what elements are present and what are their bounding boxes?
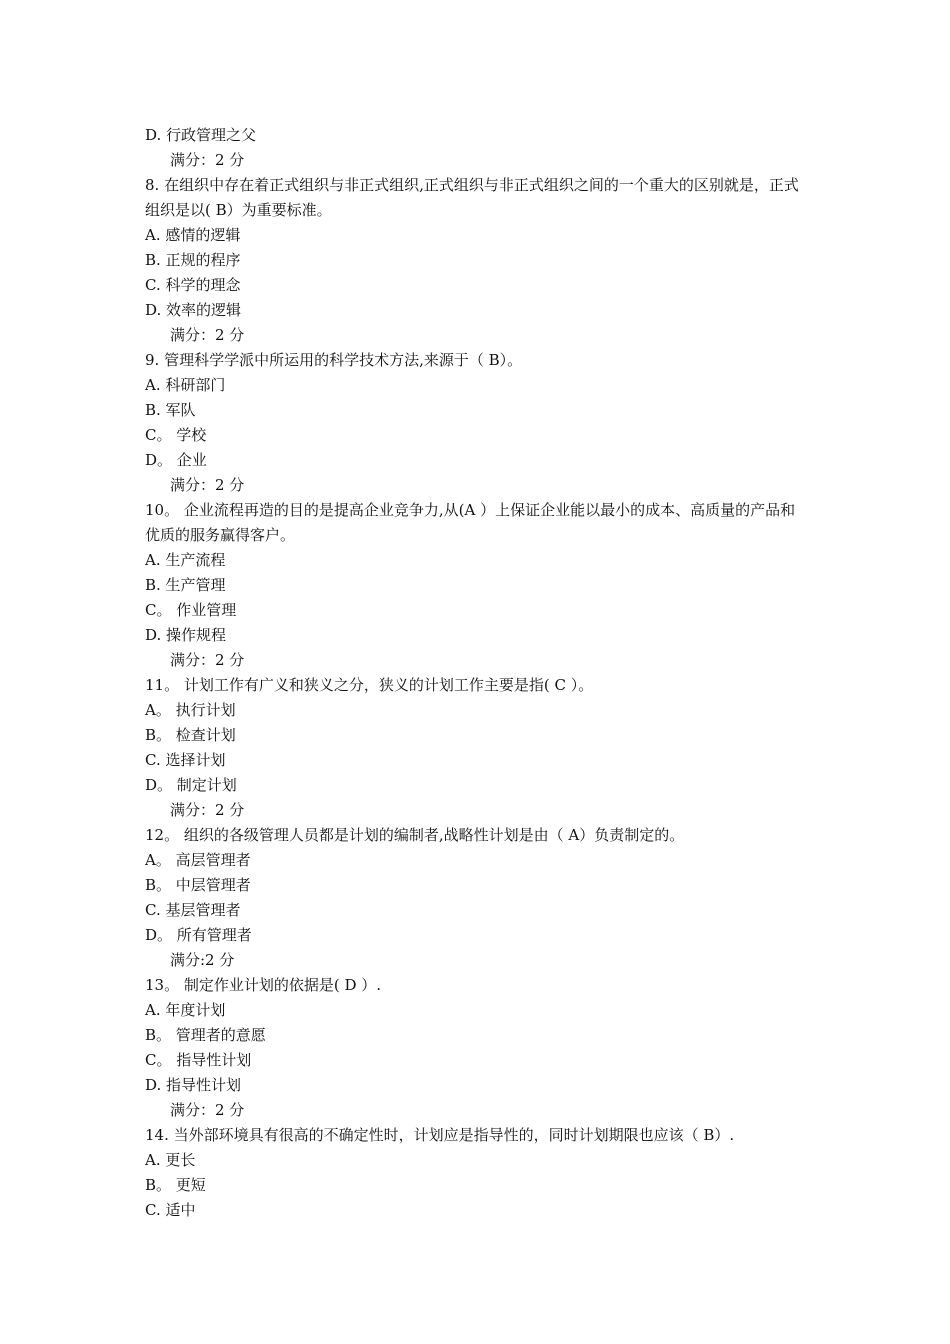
option-line: C. 选择计划 <box>145 751 226 769</box>
question-line: 12。 组织的各级管理人员都是计划的编制者,战略性计划是由（ A）负责制定的。 <box>145 826 685 844</box>
option-line: B. 军队 <box>145 401 196 419</box>
question-line: 11。 计划工作有广义和狭义之分，狭义的计划工作主要是指( C ）。 <box>145 676 594 694</box>
score-line: 满分：2 分 <box>170 801 245 819</box>
option-line: A。 执行计划 <box>145 701 236 719</box>
option-line: B。 管理者的意愿 <box>145 1026 266 1044</box>
question-line: 8. 在组织中存在着正式组织与非正式组织,正式组织与非正式组织之间的一个重大的区别就是，正式组织是以( B）为重要标准。 <box>145 176 799 219</box>
option-line: B. 正规的程序 <box>145 251 241 269</box>
document-body <box>145 123 810 1223</box>
score-line: 满分:2 分 <box>170 951 235 969</box>
option-line: C。 指导性计划 <box>145 1051 252 1069</box>
option-line: C. 基层管理者 <box>145 901 241 919</box>
option-line: B。 更短 <box>145 1176 206 1194</box>
option-line: C。 作业管理 <box>145 601 237 619</box>
option-line: A. 科研部门 <box>145 376 226 394</box>
option-line: D。 企业 <box>145 451 207 469</box>
question-line: 9. 管理科学学派中所运用的科学技术方法,来源于（ B）。 <box>145 351 523 369</box>
option-line: D. 效率的逻辑 <box>145 301 242 319</box>
option-line: B。 中层管理者 <box>145 876 251 894</box>
option-line: D. 行政管理之父 <box>145 126 257 144</box>
score-line: 满分：2 分 <box>170 476 245 494</box>
option-line: B。 检查计划 <box>145 726 236 744</box>
score-line: 满分：2 分 <box>170 651 245 669</box>
option-line: A. 更长 <box>145 1151 196 1169</box>
question-line: 14. 当外部环境具有很高的不确定性时，计划应是指导性的，同时计划期限也应该（ B）. <box>145 1126 735 1144</box>
option-line: D. 操作规程 <box>145 626 227 644</box>
option-line: B. 生产管理 <box>145 576 226 594</box>
score-line: 满分：2 分 <box>170 151 245 169</box>
option-line: A. 年度计划 <box>145 1001 226 1019</box>
score-line: 满分：2 分 <box>170 326 245 344</box>
question-line: 10。 企业流程再造的目的是提高企业竞争力,从(A ）上保证企业能以最小的成本、高质量的产品和优质的服务赢得客户。 <box>145 501 796 544</box>
option-line: A. 感情的逻辑 <box>145 226 241 244</box>
option-line: A. 生产流程 <box>145 551 226 569</box>
option-line: A。 高层管理者 <box>145 851 251 869</box>
option-line: C。 学校 <box>145 426 207 444</box>
option-line: D. 指导性计划 <box>145 1076 242 1094</box>
option-line: C. 科学的理念 <box>145 276 241 294</box>
option-line: D。 制定计划 <box>145 776 237 794</box>
score-line: 满分：2 分 <box>170 1101 245 1119</box>
option-line: D。 所有管理者 <box>145 926 252 944</box>
question-line: 13。 制定作业计划的依据是( D ）. <box>145 976 382 994</box>
option-line: C. 适中 <box>145 1201 196 1219</box>
